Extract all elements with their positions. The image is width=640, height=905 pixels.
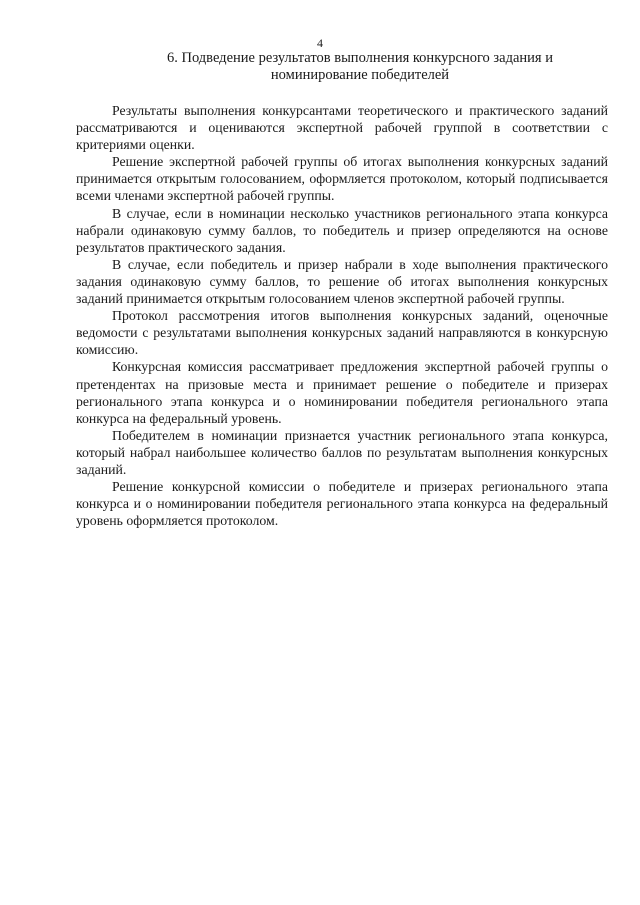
- paragraph-5: Протокол рассмотрения итогов выполнения конкурсных заданий, оценочные ведомости с результатами выполнения конкурсных заданий направляются в конкурсную комиссию.: [76, 308, 608, 358]
- body-text: [76, 102, 608, 529]
- paragraph-1: Результаты выполнения конкурсантами теоретического и практического заданий рассматриваются и оцениваются экспертной рабочей группой в соответствии с критериями оценки.: [76, 103, 608, 153]
- section-heading-line-1: 6. Подведение результатов выполнения конкурсного задания и: [167, 50, 553, 66]
- paragraph-3: В случае, если в номинации несколько участников регионального этапа конкурса набрали одинаковую сумму баллов, то победитель и призер определяются на основе результатов практического задания.: [76, 205, 608, 255]
- paragraph-2: Решение экспертной рабочей группы об итогах выполнения конкурсных заданий принимается открытым голосованием, оформляется протоколом, который подписывается всеми членами экспертной рабочей группы.: [76, 154, 608, 204]
- paragraph-4: В случае, если победитель и призер набрали в ходе выполнения практического задания одинаковую сумму баллов, то решение об итогах выполнения конкурсных заданий принимается открытым голосованием членов экспертной рабочей группы.: [76, 256, 608, 307]
- section-heading-line-2: номинирование победителей: [270, 67, 450, 83]
- paragraph-7: Победителем в номинации признается участник регионального этапа конкурса, который набрал наибольшее количество баллов по результатам выполнения конкурсных заданий.: [76, 427, 608, 477]
- paragraph-8: Решение конкурсной комиссии о победителе и призерах регионального этапа конкурса и о номинировании победителя регионального этапа конкурса на федеральный уровень оформляется протоколом.: [76, 479, 608, 529]
- section-heading: [120, 50, 600, 84]
- paragraph-6: Конкурсная комиссия рассматривает предложения экспертной рабочей группы о претендентах на призовые места и принимает решение о победителе и призерах регионального этапа конкурса и о номинировании победителя регионального этапа конкурса на федеральный уровень.: [76, 359, 608, 426]
- page-number: 4: [317, 36, 323, 50]
